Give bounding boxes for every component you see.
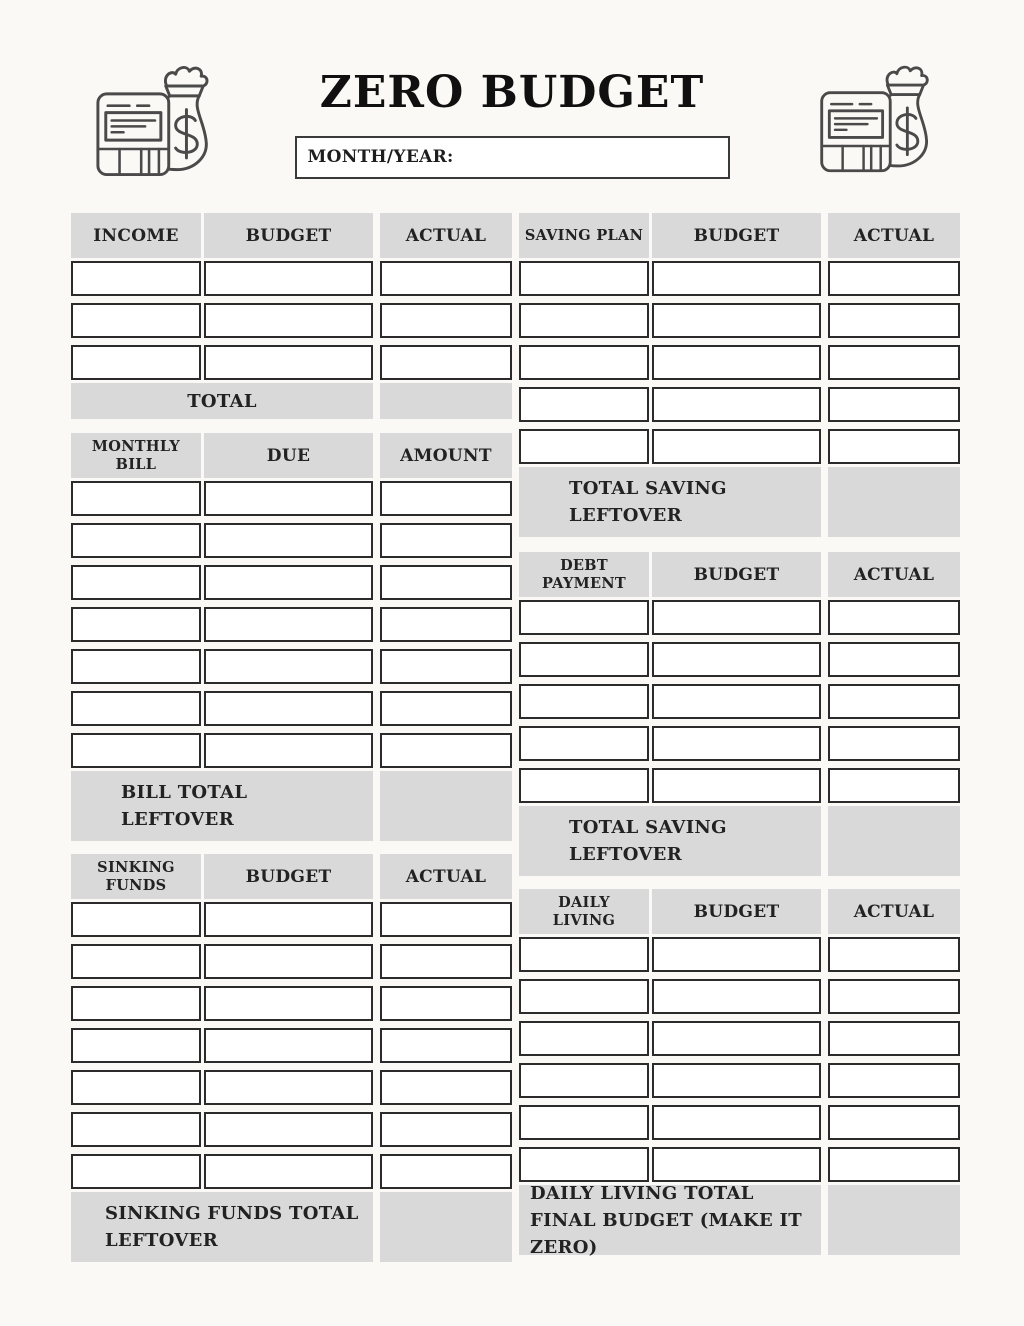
entry-cell[interactable] — [204, 733, 373, 768]
entry-cell[interactable] — [652, 387, 821, 422]
entry-cell[interactable] — [652, 429, 821, 464]
entry-cell[interactable] — [71, 944, 201, 979]
entry-cell[interactable] — [652, 1021, 821, 1056]
amount-col-header: AMOUNT — [380, 433, 512, 478]
entry-row — [519, 684, 960, 719]
budget-col-header: BUDGET — [652, 552, 821, 597]
entry-cell[interactable] — [652, 261, 821, 296]
entry-cell[interactable] — [380, 607, 512, 642]
entry-cell[interactable] — [204, 523, 373, 558]
saving-plan-col-header: SAVING PLAN — [519, 213, 649, 258]
entry-cell[interactable] — [204, 691, 373, 726]
entry-cell[interactable] — [71, 261, 201, 296]
daily-living-rows — [519, 937, 960, 1182]
entry-cell[interactable] — [380, 986, 512, 1021]
entry-cell[interactable] — [380, 733, 512, 768]
entry-row — [71, 607, 512, 642]
daily-living-total-label: DAILY LIVING TOTAL FINAL BUDGET (MAKE IT ZERO) — [519, 1185, 821, 1255]
income-rows — [71, 261, 512, 380]
daily-living-header-row — [519, 889, 960, 934]
page-title: ZERO BUDGET — [319, 67, 705, 118]
entry-cell[interactable] — [204, 944, 373, 979]
entry-row — [519, 345, 960, 380]
entry-cell[interactable] — [380, 303, 512, 338]
entry-cell[interactable] — [380, 523, 512, 558]
entry-row — [71, 345, 512, 380]
entry-row — [519, 1105, 960, 1140]
entry-cell[interactable] — [519, 979, 649, 1014]
entry-cell[interactable] — [519, 429, 649, 464]
entry-row — [519, 261, 960, 296]
entry-cell[interactable] — [519, 937, 649, 972]
monthly-bill-header-row — [71, 433, 512, 478]
entry-cell[interactable] — [380, 649, 512, 684]
actual-col-header: ACTUAL — [828, 552, 960, 597]
monthly-bill-rows — [71, 481, 512, 768]
entry-cell[interactable] — [519, 726, 649, 761]
entry-cell[interactable] — [652, 345, 821, 380]
entry-cell[interactable] — [71, 1070, 201, 1105]
entry-cell[interactable] — [828, 1021, 960, 1056]
entry-cell[interactable] — [652, 726, 821, 761]
debt-payment-section — [519, 552, 960, 876]
entry-cell[interactable] — [380, 1070, 512, 1105]
entry-row — [519, 387, 960, 422]
sinking-funds-total-row — [71, 1192, 512, 1262]
monthly-bill-col-header: MONTHLY BILL — [71, 433, 201, 478]
entry-cell[interactable] — [71, 345, 201, 380]
daily-living-total-row — [519, 1182, 960, 1258]
entry-row — [519, 1147, 960, 1182]
budget-col-header: BUDGET — [652, 889, 821, 934]
entry-cell[interactable] — [380, 261, 512, 296]
entry-cell[interactable] — [71, 691, 201, 726]
debt-total-saving-row — [519, 806, 960, 876]
entry-cell[interactable] — [828, 1105, 960, 1140]
saving-plan-section — [519, 213, 960, 537]
entry-cell[interactable] — [71, 523, 201, 558]
entry-row — [519, 600, 960, 635]
final-budget-actual-cell[interactable] — [828, 1185, 960, 1255]
budget-col-header: BUDGET — [204, 854, 373, 899]
entry-cell[interactable] — [519, 303, 649, 338]
income-total-actual-cell[interactable] — [380, 383, 512, 419]
entry-cell[interactable] — [828, 1063, 960, 1098]
budget-col-header: BUDGET — [652, 213, 821, 258]
entry-cell[interactable] — [652, 600, 821, 635]
income-col-header: INCOME — [71, 213, 201, 258]
entry-cell[interactable] — [204, 261, 373, 296]
entry-cell[interactable] — [71, 1028, 201, 1063]
calculator-moneybag-icon — [816, 56, 934, 181]
income-section — [71, 213, 512, 419]
entry-cell[interactable] — [652, 937, 821, 972]
entry-cell[interactable] — [71, 303, 201, 338]
entry-cell[interactable] — [380, 944, 512, 979]
entry-cell[interactable] — [380, 1112, 512, 1147]
entry-cell[interactable] — [652, 1147, 821, 1182]
entry-cell[interactable] — [71, 1154, 201, 1189]
entry-cell[interactable] — [652, 1105, 821, 1140]
entry-cell[interactable] — [71, 986, 201, 1021]
debt-total-saving-label: TOTAL SAVING LEFTOVER — [519, 806, 821, 876]
right-column — [519, 213, 960, 1262]
debt-payment-header-row — [519, 552, 960, 597]
saving-plan-header-row — [519, 213, 960, 258]
entry-row — [71, 261, 512, 296]
entry-cell[interactable] — [204, 1154, 373, 1189]
total-saving-row — [519, 467, 960, 537]
left-column — [71, 213, 512, 1262]
entry-row — [519, 726, 960, 761]
entry-row — [71, 1112, 512, 1147]
entry-row — [519, 937, 960, 972]
entry-cell[interactable] — [519, 1063, 649, 1098]
entry-cell[interactable] — [519, 768, 649, 803]
actual-col-header: ACTUAL — [828, 213, 960, 258]
debt-payment-col-header: DEBT PAYMENT — [519, 552, 649, 597]
due-col-header: DUE — [204, 433, 373, 478]
entry-row — [71, 986, 512, 1021]
entry-cell[interactable] — [204, 345, 373, 380]
entry-cell[interactable] — [828, 684, 960, 719]
income-total-label: TOTAL — [71, 383, 373, 419]
entry-cell[interactable] — [652, 1063, 821, 1098]
entry-cell[interactable] — [519, 600, 649, 635]
entry-row — [519, 768, 960, 803]
entry-cell[interactable] — [71, 902, 201, 937]
debt-total-actual-cell[interactable] — [828, 806, 960, 876]
daily-living-col-header: DAILY LIVING — [519, 889, 649, 934]
month-year-label: MONTH/YEAR: — [307, 147, 454, 168]
entry-row — [71, 1028, 512, 1063]
entry-cell[interactable] — [380, 1028, 512, 1063]
entry-cell[interactable] — [828, 261, 960, 296]
bill-total-amount-cell[interactable] — [380, 771, 512, 841]
entry-cell[interactable] — [204, 902, 373, 937]
sinking-funds-section — [71, 854, 512, 1262]
saving-plan-rows — [519, 261, 960, 464]
page-header — [0, 0, 1024, 213]
entry-cell[interactable] — [380, 481, 512, 516]
total-saving-label: TOTAL SAVING LEFTOVER — [519, 467, 821, 537]
entry-row — [519, 1021, 960, 1056]
entry-cell[interactable] — [380, 902, 512, 937]
entry-cell[interactable] — [71, 649, 201, 684]
income-header-row — [71, 213, 512, 258]
entry-cell[interactable] — [652, 979, 821, 1014]
bill-total-label: BILL TOTAL LEFTOVER — [71, 771, 373, 841]
entry-cell[interactable] — [71, 1112, 201, 1147]
entry-cell[interactable] — [828, 726, 960, 761]
entry-row — [71, 691, 512, 726]
entry-cell[interactable] — [204, 481, 373, 516]
budget-col-header: BUDGET — [204, 213, 373, 258]
entry-cell[interactable] — [519, 684, 649, 719]
actual-col-header: ACTUAL — [380, 854, 512, 899]
entry-cell[interactable] — [652, 303, 821, 338]
entry-row — [71, 1070, 512, 1105]
entry-cell[interactable] — [71, 733, 201, 768]
entry-cell[interactable] — [204, 607, 373, 642]
entry-cell[interactable] — [519, 642, 649, 677]
entry-cell[interactable] — [828, 937, 960, 972]
bill-total-row — [71, 771, 512, 841]
entry-row — [71, 481, 512, 516]
entry-row — [71, 733, 512, 768]
entry-row — [519, 1063, 960, 1098]
entry-row — [71, 649, 512, 684]
entry-row — [71, 902, 512, 937]
entry-cell[interactable] — [380, 691, 512, 726]
debt-payment-rows — [519, 600, 960, 803]
sinking-funds-total-actual-cell[interactable] — [380, 1192, 512, 1262]
entry-row — [71, 1154, 512, 1189]
entry-cell[interactable] — [71, 481, 201, 516]
entry-row — [71, 565, 512, 600]
entry-cell[interactable] — [519, 1105, 649, 1140]
income-total-row — [71, 383, 512, 419]
entry-cell[interactable] — [204, 1070, 373, 1105]
entry-cell[interactable] — [828, 429, 960, 464]
entry-cell[interactable] — [828, 1147, 960, 1182]
actual-col-header: ACTUAL — [380, 213, 512, 258]
sinking-funds-col-header: SINKING FUNDS — [71, 854, 201, 899]
entry-cell[interactable] — [71, 607, 201, 642]
entry-cell[interactable] — [380, 1154, 512, 1189]
entry-cell[interactable] — [828, 768, 960, 803]
actual-col-header: ACTUAL — [828, 889, 960, 934]
entry-cell[interactable] — [380, 345, 512, 380]
entry-cell[interactable] — [828, 303, 960, 338]
content-columns — [0, 213, 1024, 1262]
entry-cell[interactable] — [204, 649, 373, 684]
month-year-field[interactable] — [295, 136, 730, 179]
entry-row — [519, 303, 960, 338]
sinking-funds-rows — [71, 902, 512, 1189]
entry-row — [71, 944, 512, 979]
entry-cell[interactable] — [519, 387, 649, 422]
monthly-bill-section — [71, 433, 512, 841]
entry-cell[interactable] — [519, 1147, 649, 1182]
entry-cell[interactable] — [519, 345, 649, 380]
entry-cell[interactable] — [828, 979, 960, 1014]
entry-cell[interactable] — [828, 387, 960, 422]
entry-row — [519, 979, 960, 1014]
entry-row — [71, 523, 512, 558]
entry-cell[interactable] — [71, 565, 201, 600]
entry-row — [519, 642, 960, 677]
entry-cell[interactable] — [828, 345, 960, 380]
entry-row — [71, 303, 512, 338]
entry-cell[interactable] — [204, 986, 373, 1021]
calculator-moneybag-icon — [92, 56, 214, 185]
sinking-funds-header-row — [71, 854, 512, 899]
entry-cell[interactable] — [519, 1021, 649, 1056]
entry-cell[interactable] — [204, 303, 373, 338]
entry-row — [519, 429, 960, 464]
entry-cell[interactable] — [652, 684, 821, 719]
entry-cell[interactable] — [380, 565, 512, 600]
entry-cell[interactable] — [828, 600, 960, 635]
entry-cell[interactable] — [204, 1112, 373, 1147]
entry-cell[interactable] — [652, 642, 821, 677]
entry-cell[interactable] — [519, 261, 649, 296]
entry-cell[interactable] — [828, 642, 960, 677]
entry-cell[interactable] — [204, 1028, 373, 1063]
total-saving-actual-cell[interactable] — [828, 467, 960, 537]
entry-cell[interactable] — [652, 768, 821, 803]
sinking-funds-total-label: SINKING FUNDS TOTAL LEFTOVER — [71, 1192, 373, 1262]
daily-living-section — [519, 889, 960, 1258]
entry-cell[interactable] — [204, 565, 373, 600]
